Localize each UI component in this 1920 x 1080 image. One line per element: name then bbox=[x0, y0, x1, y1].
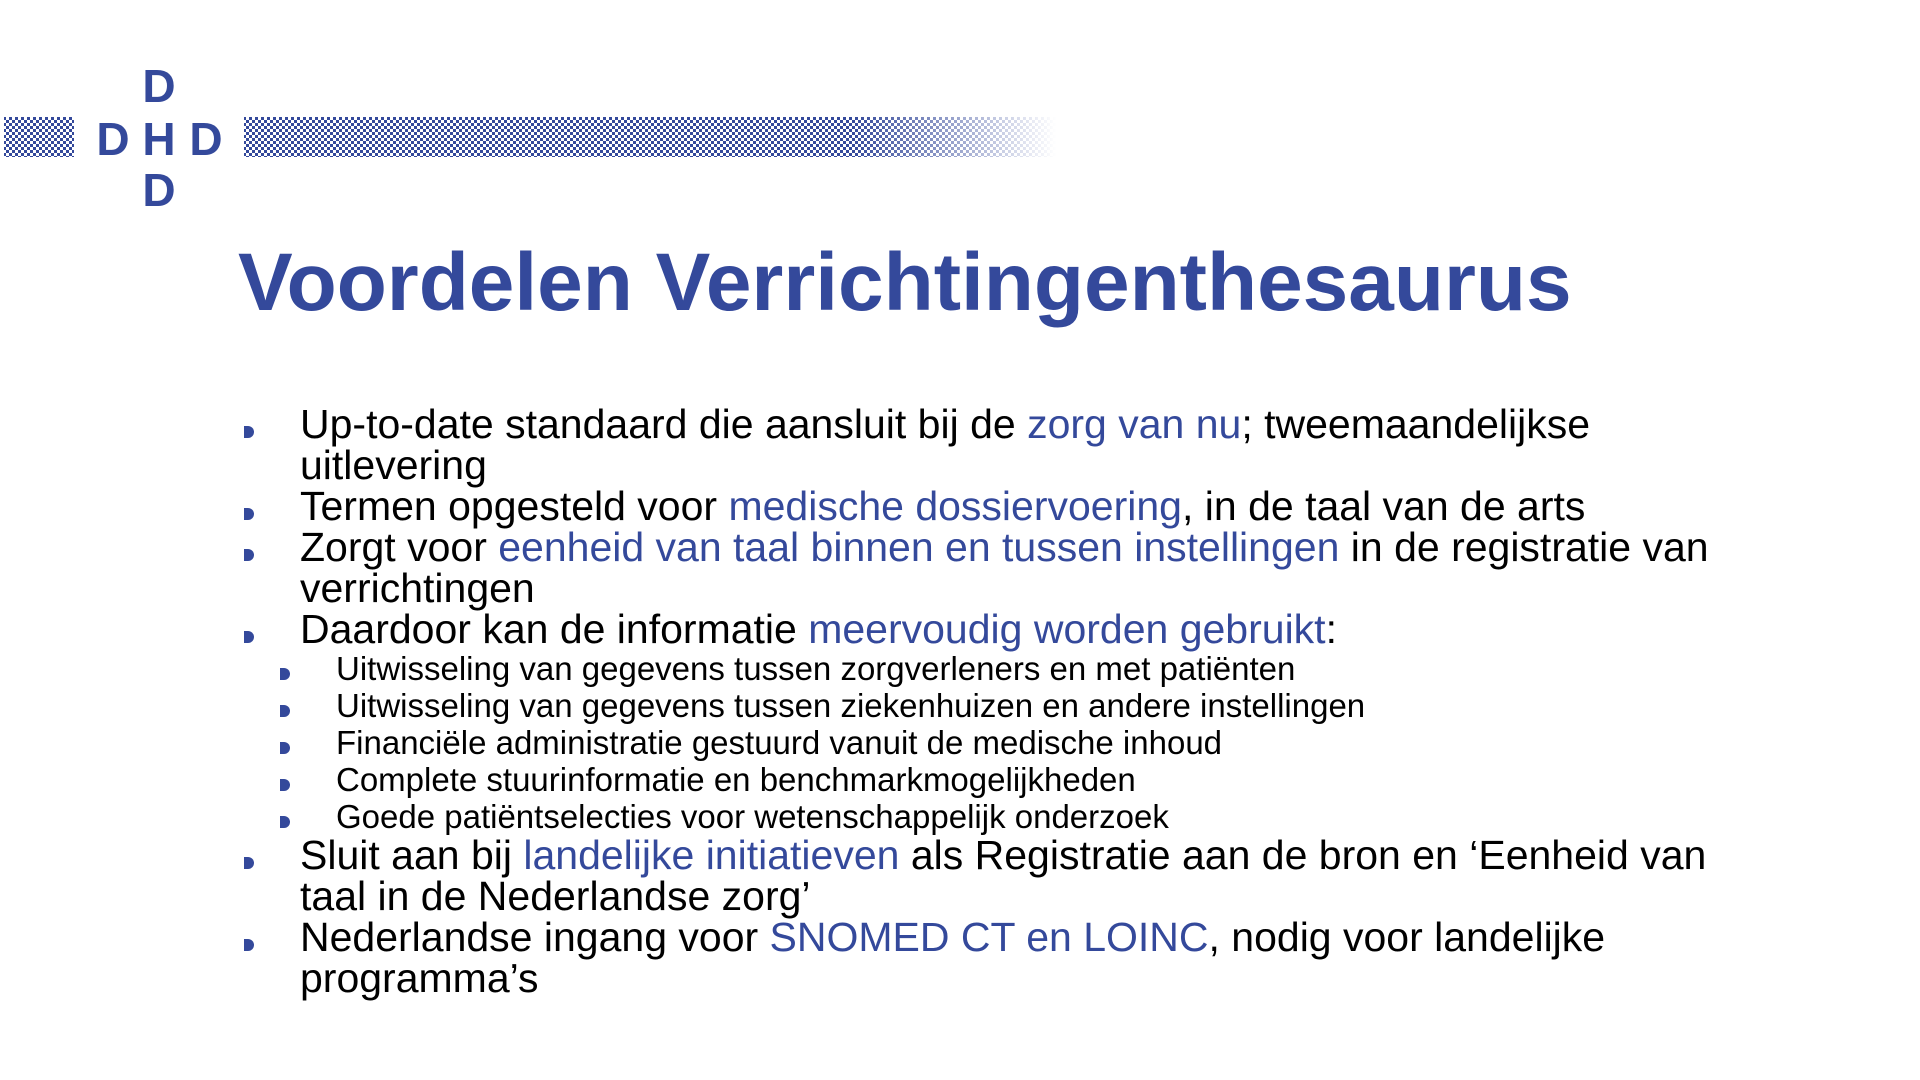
bullet-marker-icon bbox=[244, 939, 254, 951]
bullet-item bbox=[240, 483, 1760, 529]
bullet-marker-icon bbox=[244, 508, 254, 520]
bullet-marker-icon bbox=[244, 426, 254, 438]
bullet-text: Up-to-date standaard die aansluit bij de bbox=[300, 401, 1028, 447]
highlighted-text: meervoudig worden gebruikt bbox=[808, 606, 1326, 652]
bullet-marker-icon bbox=[280, 742, 290, 754]
sub-bullet-item bbox=[240, 650, 1760, 687]
bullet-text: Financiële administratie gestuurd vanuit de medische inhoud bbox=[336, 724, 1223, 761]
bullet-item bbox=[240, 524, 1760, 611]
sub-bullet-item bbox=[240, 761, 1760, 798]
bullet-marker-icon bbox=[244, 857, 254, 869]
highlighted-text: zorg van nu bbox=[1027, 401, 1242, 447]
bullet-text: Nederlandse ingang voor bbox=[300, 914, 770, 960]
bullet-text: , in de taal van de arts bbox=[1181, 483, 1586, 529]
bullet-item bbox=[240, 832, 1760, 919]
highlighted-text: landelijke initiatieven bbox=[523, 832, 900, 878]
bullet-marker-icon bbox=[280, 779, 290, 791]
bullet-marker-icon bbox=[244, 549, 254, 561]
bullet-text: Daardoor kan de informatie bbox=[300, 606, 809, 652]
bullet-text: Goede patiëntselecties voor wetenschappelijk onderzoek bbox=[336, 798, 1169, 835]
bullet-text: in de registratie van verrichtingen bbox=[300, 524, 1709, 611]
logo-letter-left: D bbox=[96, 113, 130, 165]
bullet-text: , nodig voor landelijke programma’s bbox=[300, 914, 1606, 1001]
logo-letter-bottom: D bbox=[142, 164, 176, 216]
logo-dot-band-right bbox=[244, 117, 1056, 157]
bullet-item bbox=[240, 914, 1760, 1001]
bullet-item bbox=[240, 401, 1760, 488]
sub-bullet-item bbox=[240, 798, 1760, 835]
bullet-marker-icon bbox=[280, 816, 290, 828]
bullet-marker-icon bbox=[280, 668, 290, 680]
bullet-text: Termen opgesteld voor bbox=[300, 483, 729, 529]
sub-bullet-item bbox=[240, 724, 1760, 761]
bullet-text: als Registratie aan de bron en ‘Eenheid van taal in de Nederlandse zorg’ bbox=[300, 832, 1707, 919]
bullet-text: Complete stuurinformatie en benchmarkmogelijkheden bbox=[336, 761, 1136, 798]
highlighted-text: eenheid van taal binnen en tussen instellingen bbox=[498, 524, 1340, 570]
logo-letter-top: D bbox=[142, 60, 176, 112]
logo-letter-center: H bbox=[142, 113, 176, 165]
logo-dot-band-left bbox=[4, 117, 74, 157]
bullet-text: ; tweemaandelijkse uitlevering bbox=[300, 401, 1591, 488]
bullet-text: Sluit aan bij bbox=[300, 832, 524, 878]
highlighted-text: medische dossiervoering bbox=[728, 483, 1182, 529]
bullet-item bbox=[240, 606, 1760, 652]
bullet-marker-icon bbox=[280, 705, 290, 717]
sub-bullet-item bbox=[240, 687, 1760, 724]
bullet-marker-icon bbox=[244, 631, 254, 643]
highlighted-text: SNOMED CT en LOINC bbox=[769, 914, 1209, 960]
bullet-text: Uitwisseling van gegevens tussen zorgverleners en met patiënten bbox=[336, 650, 1296, 687]
bullet-list bbox=[240, 401, 1760, 1001]
slide-title: Voordelen Verrichtingenthesaurus bbox=[238, 237, 1572, 328]
bullet-text: Uitwisseling van gegevens tussen ziekenhuizen en andere instellingen bbox=[336, 687, 1366, 724]
bullet-text: : bbox=[1325, 606, 1337, 652]
bullet-text: Zorgt voor bbox=[300, 524, 499, 570]
dhd-logo bbox=[0, 60, 1080, 220]
logo-letter-right: D bbox=[189, 113, 223, 165]
